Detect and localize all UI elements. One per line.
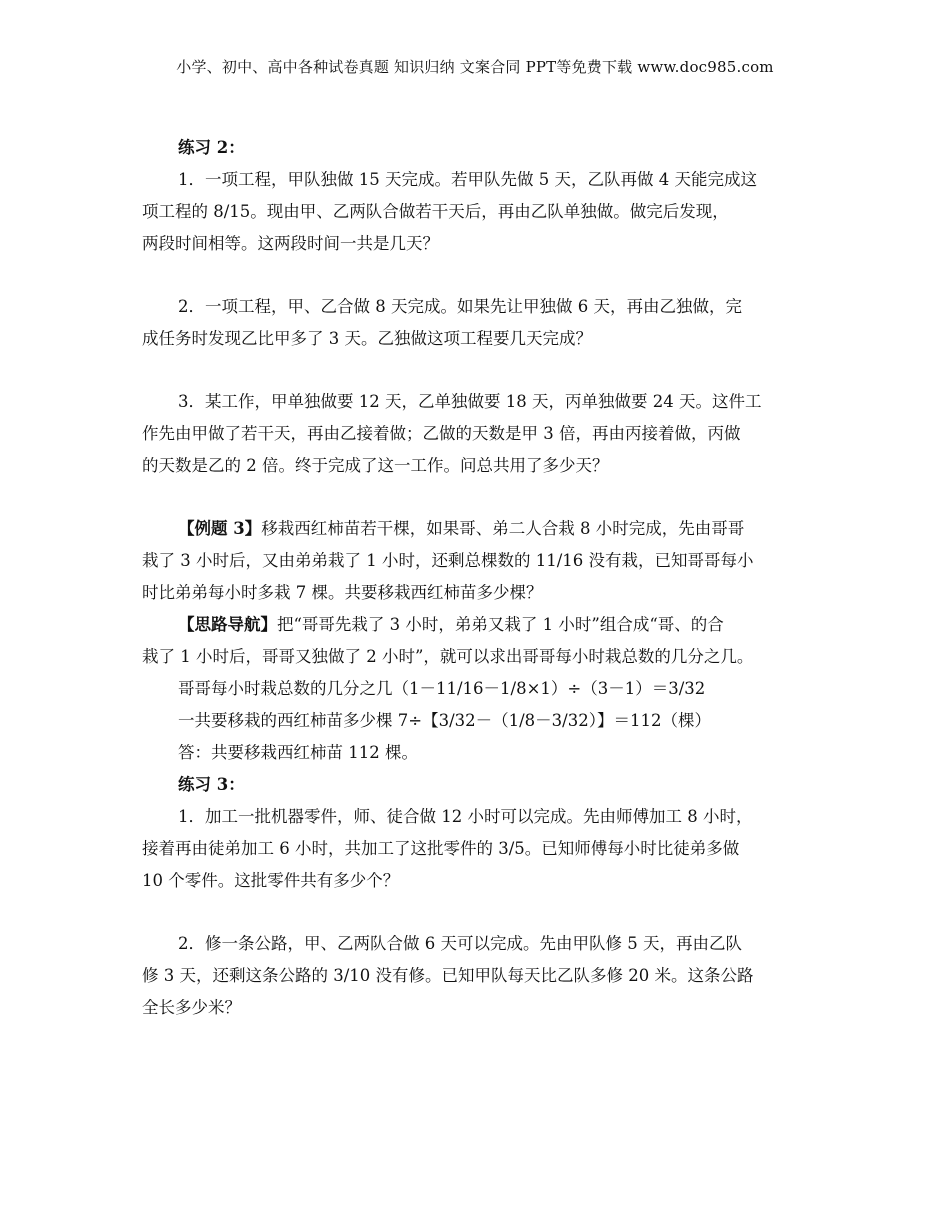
- question-line: 的天数是乙的 2 倍。终于完成了这一工作。问总共用了多少天？: [142, 456, 609, 475]
- calculation-line-1: 哥哥每小时栽总数的几分之几（1－11/16－1/8×1）÷（3－1）＝3/32: [178, 679, 706, 698]
- practice-3-question-2: [142, 928, 830, 1024]
- practice-2-heading: 练习 2：: [178, 138, 245, 157]
- practice-2-question-1: [142, 164, 830, 260]
- answer-line: 答：共要移栽西红柿苗 112 棵。: [178, 743, 418, 762]
- calculation-line-2: 一共要移栽的西红柿苗多少棵 7÷【3/32－（1/8－3/32）】＝112（棵）: [178, 711, 711, 730]
- question-line: 成任务时发现乙比甲多了 3 天。乙独做这项工程要几天完成？: [142, 329, 592, 348]
- question-line: 10 个零件。这批零件共有多少个？: [142, 871, 400, 890]
- question-line: 两段时间相等。这两段时间一共是几天？: [142, 234, 439, 253]
- spacer: [142, 260, 830, 291]
- question-line: 2．修一条公路，甲、乙两队合做 6 天可以完成。先由甲队修 5 天，再由乙队: [178, 934, 742, 953]
- spacer: [142, 355, 830, 386]
- question-line: 全长多少米？: [142, 998, 241, 1017]
- hint-label: 【思路导航】: [178, 615, 277, 634]
- example-line: [142, 513, 830, 545]
- practice-3-question-1: [142, 801, 830, 897]
- question-line: 修 3 天，还剩这条公路的 3/10 没有修。已知甲队每天比乙队多修 20 米。这条公路: [142, 966, 754, 985]
- question-line: 接着再由徒弟加工 6 小时，共加工了这批零件的 3/5。已知师傅每小时比徒弟多做: [142, 839, 740, 858]
- practice-2-question-3: [142, 386, 830, 482]
- spacer: [142, 482, 830, 513]
- example-line: 时比弟弟每小时多栽 7 棵。共要移栽西红柿苗多少棵？: [142, 583, 543, 602]
- hint-line: 栽了 1 小时后，哥哥又独做了 2 小时”，就可以求出哥哥每小时栽总数的几分之几。: [142, 647, 754, 666]
- example-line: 栽了 3 小时后，又由弟弟栽了 1 小时，还剩总棵数的 11/16 没有栽，已知哥哥每小: [142, 551, 754, 570]
- page-header: 小学、初中、高中各种试卷真题 知识归纳 文案合同 PPT等免费下载 www.doc985.com: [176, 58, 774, 76]
- question-line: 作先由甲做了若干天，再由乙接着做；乙做的天数是甲 3 倍，再由丙接着做，丙做: [142, 424, 741, 443]
- question-line: 1．一项工程，甲队独做 15 天完成。若甲队先做 5 天，乙队再做 4 天能完成这: [178, 170, 757, 189]
- question-line: 1．加工一批机器零件，师、徒合做 12 小时可以完成。先由师傅加工 8 小时，: [178, 807, 753, 826]
- example-text: 移栽西红柿苗若干棵，如果哥、弟二人合栽 8 小时完成，先由哥哥: [261, 519, 745, 538]
- question-line: 3．某工作，甲单独做要 12 天，乙单独做要 18 天，丙单独做要 24 天。这件工: [178, 392, 762, 411]
- question-line: 项工程的 8/15。现由甲、乙两队合做若干天后，再由乙队单独做。做完后发现，: [142, 202, 729, 221]
- question-line: 2．一项工程，甲、乙合做 8 天完成。如果先让甲独做 6 天，再由乙独做，完: [178, 297, 742, 316]
- example-3: [142, 513, 830, 769]
- hint-text: 把“哥哥先栽了 3 小时，弟弟又栽了 1 小时”组合成“哥、的合: [277, 615, 724, 634]
- practice-3-heading: 练习 3：: [178, 775, 245, 794]
- practice-2-question-2: [142, 291, 830, 355]
- hint-line: [142, 609, 830, 641]
- example-3-label: 【例题 3】: [178, 519, 262, 538]
- document-body: [142, 132, 830, 1024]
- spacer: [142, 897, 830, 928]
